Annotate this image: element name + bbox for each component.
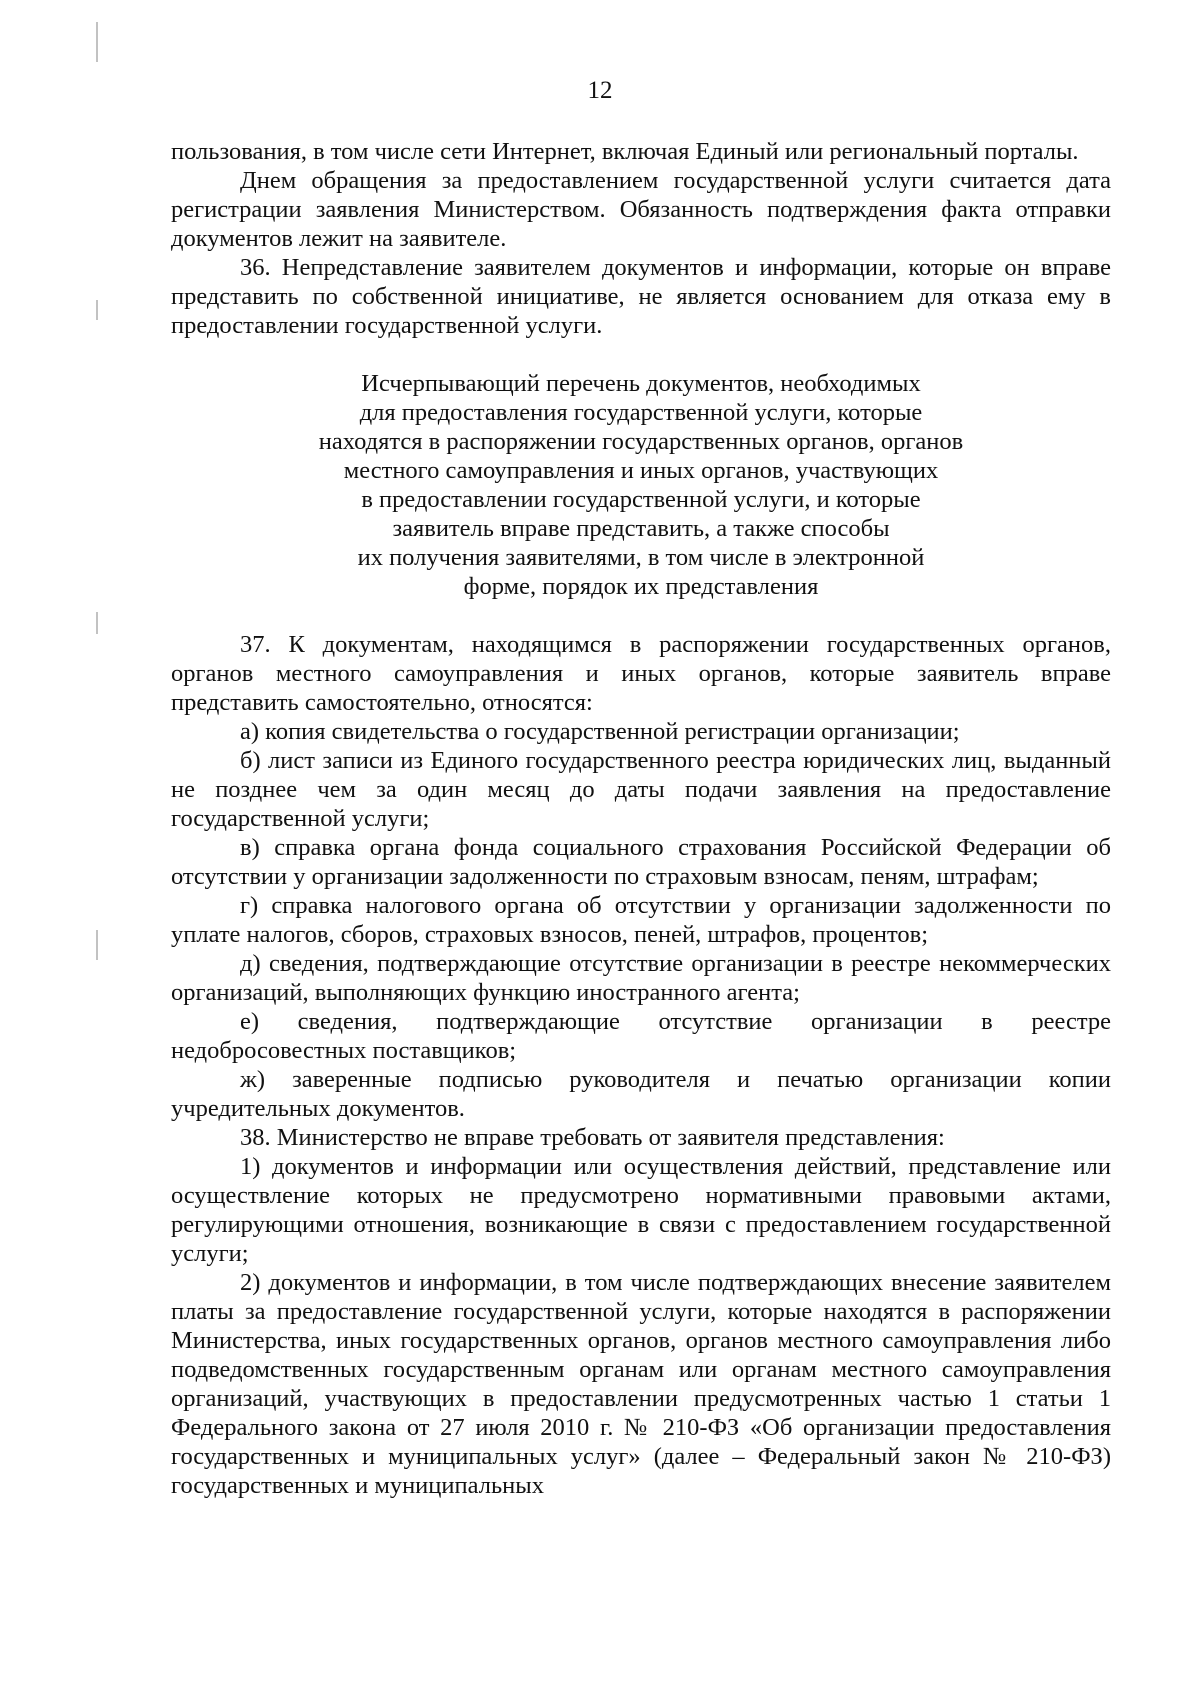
paragraph: д) сведения, подтверждающие отсутствие организации в реестре некоммерческих организаций, выполняющих функцию иностранного агента;: [171, 950, 1111, 1006]
paragraph: е) сведения, подтверждающие отсутствие организации в реестре недобросовестных поставщиков;: [171, 1008, 1111, 1064]
paragraph: Днем обращения за предоставлением государственной услуги считается дата регистрации заявления Министерством. Обязанность подтверждения факта отправки документов лежит на заявителе.: [171, 167, 1111, 252]
paragraph: а) копия свидетельства о государственной регистрации организации;: [240, 718, 960, 745]
scan-margin-mark: [96, 930, 98, 960]
paragraph: 1) документов и информации или осуществления действий, представление или осуществление которых не предусмотрено нормативными правовыми актами, регулирующими отношения, возникающие в связи с предоставлением государственной услуги;: [171, 1153, 1111, 1267]
paragraph: б) лист записи из Единого государственного реестра юридических лиц, выданный не позднее чем за один месяц до даты подачи заявления на предоставление государственной услуги;: [171, 747, 1111, 832]
paragraph-group-top: [171, 137, 1111, 340]
section-heading-line: в предоставлении государственной услуги, и которые: [361, 486, 921, 513]
page-number: 12: [587, 77, 613, 104]
scan-margin-mark: [96, 612, 98, 634]
paragraph: пользования, в том числе сети Интернет, включая Единый или региональный порталы.: [171, 138, 1079, 165]
paragraph-group-bottom: [171, 630, 1111, 1500]
section-heading: [261, 369, 1021, 601]
section-heading-line: заявитель вправе представить, а также способы: [392, 515, 890, 542]
paragraph: 36. Непредставление заявителем документов и информации, которые он вправе представить по собственной инициативе, не является основанием для отказа ему в предоставлении государственной услуги.: [171, 254, 1111, 339]
scan-margin-mark: [96, 22, 98, 62]
paragraph: 37. К документам, находящимся в распоряжении государственных органов, органов местного самоуправления и иных органов, которые заявитель вправе представить самостоятельно, относятся:: [171, 631, 1111, 716]
paragraph: в) справка органа фонда социального страхования Российской Федерации об отсутствии у организации задолженности по страховым взносам, пеням, штрафам;: [171, 834, 1111, 890]
scan-margin-mark: [96, 300, 98, 320]
section-heading-line: форме, порядок их представления: [463, 573, 819, 600]
section-heading-line: их получения заявителями, в том числе в электронной: [357, 544, 925, 571]
paragraph: 38. Министерство не вправе требовать от заявителя представления:: [240, 1124, 945, 1151]
paragraph: г) справка налогового органа об отсутствии у организации задолженности по уплате налогов, сборов, страховых взносов, пеней, штрафов, процентов;: [171, 892, 1111, 948]
paragraph: ж) заверенные подписью руководителя и печатью организации копии учредительных документов.: [171, 1066, 1111, 1122]
section-heading-line: местного самоуправления и иных органов, участвующих: [343, 457, 939, 484]
section-heading-line: для предоставления государственной услуги, которые: [359, 399, 923, 426]
section-heading-line: Исчерпывающий перечень документов, необходимых: [361, 370, 921, 397]
section-heading-line: находятся в распоряжении государственных органов, органов: [318, 428, 964, 455]
paragraph: 2) документов и информации, в том числе подтверждающих внесение заявителем платы за предоставление государственной услуги, которые находятся в распоряжении Министерства, иных государственных органов, органов местного самоуправления либо подведомственных государственным органам или органам местного самоуправления организаций, участвующих в предоставлении предусмотренных частью 1 статьи 1 Федерального закона от 27 июля 2010 г. № 210-ФЗ «Об организации предоставления государственных и муниципальных услуг» (далее – Федеральный закон № 210-ФЗ) государственных и муниципальных: [171, 1269, 1111, 1499]
document-body: [171, 137, 1111, 1500]
